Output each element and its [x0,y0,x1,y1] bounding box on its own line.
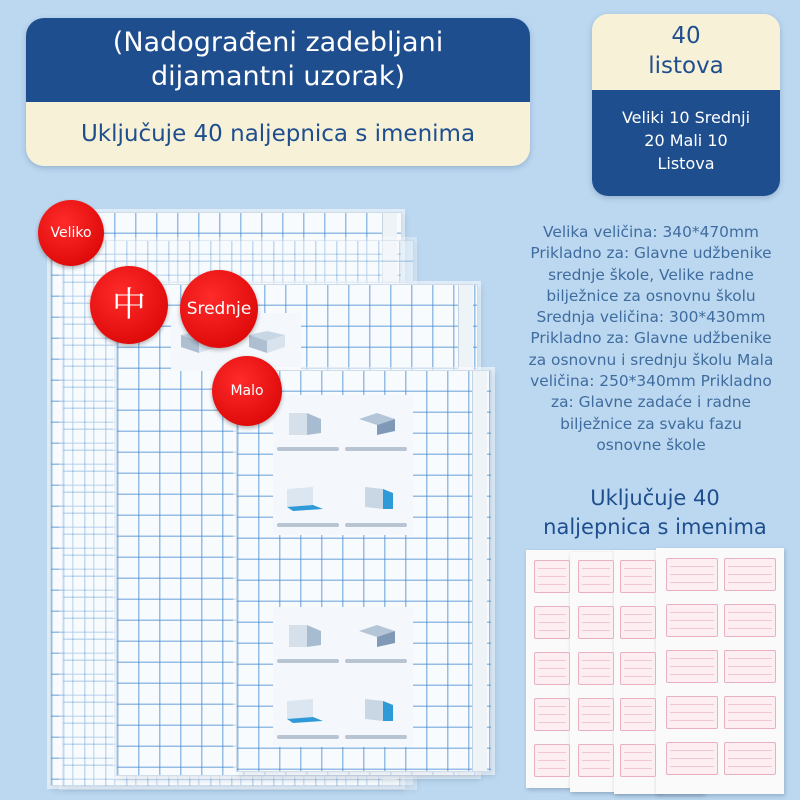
badge-large-label: Veliko [50,225,92,241]
title-banner [26,18,530,102]
name-label [666,558,718,591]
book-thumbnail-icon [283,621,327,649]
small-sheet-ruler [472,371,487,771]
description-line: Prikladno za: Glavne udžbenike [530,244,772,263]
caption-bar [345,659,407,663]
name-label [666,696,718,729]
name-label [534,652,570,685]
title-line-2: dijamantni uzorak) [150,61,406,92]
badge-medium-glyph [90,266,168,344]
name-label [620,698,656,731]
sheet-count-card [592,14,780,196]
caption-bar [277,735,339,739]
name-label [724,742,776,775]
book-thumbnail-icon [355,483,399,511]
name-label [578,606,614,639]
caption-bar [277,659,339,663]
sheet-count-unit: listova [648,53,724,79]
name-label [534,560,570,593]
sticker-sheet [656,548,784,794]
description-line: veličina: 250*340mm Prikladno [530,372,772,391]
caption-bar [345,447,407,451]
name-label [620,606,656,639]
name-label [666,742,718,775]
sheet-count-breakdown [592,90,780,196]
badge-medium-glyph-label: 中 [112,285,146,325]
badge-small-label: Malo [230,383,264,399]
name-label [534,606,570,639]
small-sheet-panel-top [273,395,413,535]
name-label [534,698,570,731]
name-label [534,744,570,777]
sheet-count-total [592,14,780,90]
name-label [724,604,776,637]
title-card [26,18,530,166]
book-thumbnail-icon [355,695,399,723]
description-line: Prikladno za: Glavne udžbenike [530,329,772,348]
caption-bar [277,447,339,451]
description-line: bilježnice za osnovnu školu [546,286,756,305]
name-label [666,604,718,637]
name-label [724,558,776,591]
caption-bar [345,735,407,739]
name-label [620,560,656,593]
stickers-heading [520,484,790,542]
book-thumbnail-icon [355,409,399,437]
caption-bar [345,523,407,527]
description-line: bilježnice za svaku fazu [560,414,742,433]
name-label [578,698,614,731]
small-sheet-panel-bottom [273,607,413,747]
description-line: Velika veličina: 340*470mm [543,223,759,241]
title-line-1: (Nadograđeni zadebljani [112,27,444,58]
description-line: za: Glavne zadaće i radne [551,393,751,412]
description-line: Srednja veličina: 300*430mm [536,308,766,327]
description-line: za osnovnu i srednju školu Mala [528,350,774,369]
name-label [578,652,614,685]
breakdown-line-3: Listova [657,154,715,173]
book-thumbnail-icon [283,695,327,723]
size-description [506,222,796,456]
name-label [620,652,656,685]
caption-bar [277,523,339,527]
name-label [724,650,776,683]
description-line: srednje škole, Velike radne [548,265,754,284]
breakdown-line-1: Veliki 10 Srednji [621,108,751,127]
book-thumbnail-icon [355,621,399,649]
badge-small [212,356,282,426]
book-thumbnail-icon [245,327,289,355]
book-thumbnail-icon [283,409,327,437]
stickers-heading-line-2: naljepnica s imenima [543,515,767,539]
stickers-heading-line-1: Uključuje 40 [590,486,720,510]
small-sheet [236,370,492,772]
book-thumbnail-icon [283,483,327,511]
badge-medium [180,270,258,348]
breakdown-line-2: 20 Mali 10 [644,131,728,150]
description-line: osnovne škole [596,435,706,454]
name-label [620,744,656,777]
badge-large [38,200,104,266]
sheet-count-number: 40 [671,23,701,49]
name-label [578,744,614,777]
name-label [724,696,776,729]
badge-medium-label: Srednje [186,299,252,319]
title-subtitle: Uključuje 40 naljepnica s imenima [26,102,530,166]
name-label [578,560,614,593]
name-label [666,650,718,683]
